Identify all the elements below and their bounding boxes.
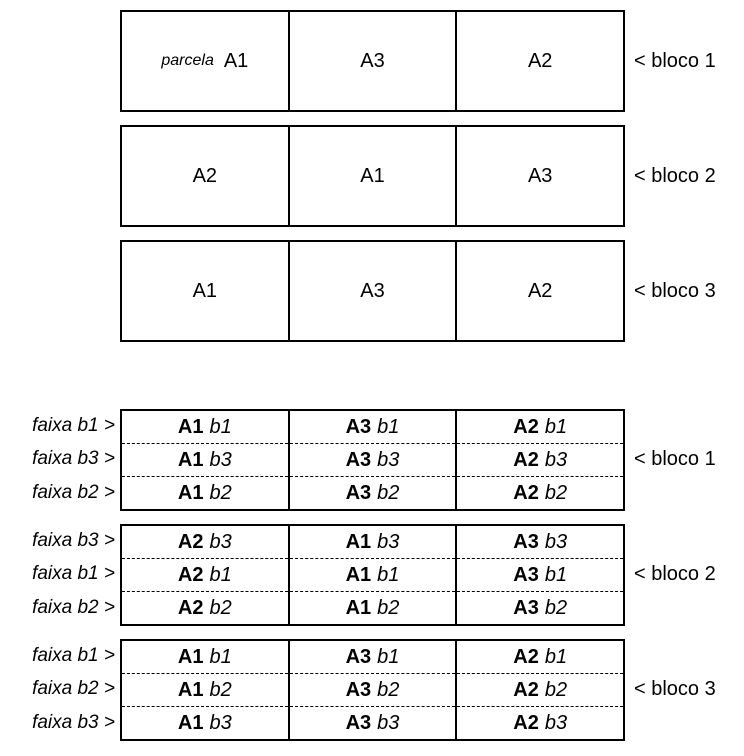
subplot-cell xyxy=(457,526,623,559)
plot-cell: A2 xyxy=(527,279,553,302)
subplot-cell xyxy=(290,526,456,559)
block-label: < bloco 1 xyxy=(634,50,716,72)
plot-column xyxy=(457,526,623,624)
plot-column xyxy=(290,526,458,624)
factor-b-label: b3 xyxy=(377,448,400,471)
plot-cell: A2 xyxy=(122,127,290,225)
factor-b-label: b3 xyxy=(544,448,568,471)
plot-column xyxy=(122,411,290,509)
subplot-cell xyxy=(290,559,456,592)
factor-a-label: A2 xyxy=(177,596,204,619)
faixa-label: faixa b2 > xyxy=(32,678,115,700)
block-label: < bloco 1 xyxy=(634,448,716,470)
subplot-cell xyxy=(457,674,623,707)
plot-column xyxy=(290,411,458,509)
plot-cell: A1 xyxy=(122,242,290,340)
factor-b-label: b2 xyxy=(377,596,400,619)
subplot-cell xyxy=(122,444,288,477)
block-label: < bloco 3 xyxy=(634,280,716,302)
factor-a-label: A3 xyxy=(513,530,539,553)
faixa-label: faixa b1 > xyxy=(32,645,115,666)
factor-a-label: A2 xyxy=(513,481,539,504)
factor-a-label: A1 xyxy=(345,530,372,553)
factor-a-label: A3 xyxy=(345,678,372,701)
factor-a-label: A2 xyxy=(513,645,539,668)
plot-column xyxy=(457,411,623,509)
block-label: < bloco 2 xyxy=(634,563,716,585)
factor-a-label: A2 xyxy=(177,530,204,553)
parcela-label: parcela xyxy=(161,52,214,69)
block-label: < bloco 2 xyxy=(634,165,716,187)
factor-b-label: b2 xyxy=(377,481,400,504)
factor-a-label: A3 xyxy=(345,448,372,471)
subplot-cell xyxy=(122,477,288,509)
factor-a-label: A3 xyxy=(345,415,372,438)
factor-a-label: A1 xyxy=(177,678,204,701)
factor-b-label: b1 xyxy=(544,415,568,438)
block-label: < bloco 3 xyxy=(634,678,716,700)
factor-b-label: b3 xyxy=(209,448,232,471)
subplot-cell xyxy=(457,559,623,592)
factor-a-label: A2 xyxy=(177,563,204,586)
subplot-cell xyxy=(122,559,288,592)
factor-b-label: b1 xyxy=(209,645,232,668)
factor-b-label: b3 xyxy=(377,530,400,553)
factor-b-label: b1 xyxy=(544,645,568,668)
factor-a-label: A1 xyxy=(177,448,204,471)
factor-a-label: A2 xyxy=(513,415,539,438)
factor-b-label: b1 xyxy=(377,415,400,438)
subplot-cell xyxy=(122,411,288,444)
factor-a-label: A2 xyxy=(513,711,539,734)
subplot-cell xyxy=(122,641,288,674)
subplot-cell xyxy=(290,444,456,477)
subplot-cell xyxy=(290,674,456,707)
factor-a-label: A2 xyxy=(513,448,539,471)
factor-b-label: b2 xyxy=(209,678,232,701)
split-block-3 xyxy=(120,639,625,741)
factor-b-label: b1 xyxy=(544,563,568,586)
factor-b-label: b2 xyxy=(209,596,232,619)
subplot-cell xyxy=(457,477,623,509)
factor-b-label: b1 xyxy=(377,645,400,668)
plot-cell xyxy=(122,12,290,110)
faixa-label: faixa b2 > xyxy=(32,481,115,503)
plot-column xyxy=(457,641,623,739)
factor-a-label: A3 xyxy=(513,563,539,586)
subplot-cell xyxy=(457,641,623,674)
plot-cell: A1 xyxy=(290,127,458,225)
plot-cell: A3 xyxy=(290,242,458,340)
factor-a-label: A1 xyxy=(345,563,372,586)
faixa-label: faixa b2 > xyxy=(32,596,115,618)
subplot-cell xyxy=(122,707,288,739)
subplot-cell xyxy=(457,411,623,444)
subplot-cell xyxy=(457,592,623,624)
faixa-label: faixa b3 > xyxy=(32,530,115,551)
factor-b-label: b3 xyxy=(209,711,232,734)
plot-cell: A2 xyxy=(527,49,553,72)
faixa-label: faixa b1 > xyxy=(32,415,115,436)
factor-a-label: A3 xyxy=(345,711,372,734)
top-block-1 xyxy=(120,10,625,112)
factor-b-label: b2 xyxy=(377,678,400,701)
plot-column xyxy=(290,641,458,739)
subplot-cell xyxy=(457,444,623,477)
plot-column xyxy=(122,526,290,624)
factor-b-label: b3 xyxy=(209,530,232,553)
faixa-label: faixa b3 > xyxy=(32,711,115,733)
subplot-cell xyxy=(122,592,288,624)
factor-a-label: A2 xyxy=(513,678,539,701)
factor-a-label: A1 xyxy=(345,596,372,619)
subplot-cell xyxy=(290,411,456,444)
subplot-cell xyxy=(290,477,456,509)
factor-a-label: A3 xyxy=(513,596,539,619)
factor-a-label: A3 xyxy=(345,481,372,504)
factor-a-label: A1 xyxy=(177,415,204,438)
subplot-cell xyxy=(290,641,456,674)
factor-b-label: b2 xyxy=(544,481,568,504)
subplot-cell xyxy=(457,707,623,739)
faixa-label: faixa b1 > xyxy=(32,563,115,585)
factor-b-label: b1 xyxy=(209,563,232,586)
factor-a-label: A1 xyxy=(177,711,204,734)
factor-a-label: A3 xyxy=(345,645,372,668)
plot-cell: A3 xyxy=(527,164,553,187)
factor-b-label: b3 xyxy=(544,530,568,553)
faixa-label: faixa b3 > xyxy=(32,448,115,470)
factor-b-label: b1 xyxy=(209,415,232,438)
factor-b-label: b1 xyxy=(377,563,400,586)
subplot-cell xyxy=(290,707,456,739)
split-block-1 xyxy=(120,409,625,511)
factor-b-label: b2 xyxy=(544,678,568,701)
plot-column xyxy=(122,641,290,739)
plot-cell: A3 xyxy=(290,12,458,110)
top-block-3 xyxy=(120,240,625,342)
factor-b-label: b2 xyxy=(209,481,232,504)
subplot-cell xyxy=(122,526,288,559)
plot-label: A1 xyxy=(223,49,249,72)
factor-b-label: b2 xyxy=(544,596,568,619)
top-block-2 xyxy=(120,125,625,227)
factor-a-label: A1 xyxy=(177,645,204,668)
factor-b-label: b3 xyxy=(377,711,400,734)
subplot-cell xyxy=(122,674,288,707)
split-block-2 xyxy=(120,524,625,626)
subplot-cell xyxy=(290,592,456,624)
factor-b-label: b3 xyxy=(544,711,568,734)
factor-a-label: A1 xyxy=(177,481,204,504)
